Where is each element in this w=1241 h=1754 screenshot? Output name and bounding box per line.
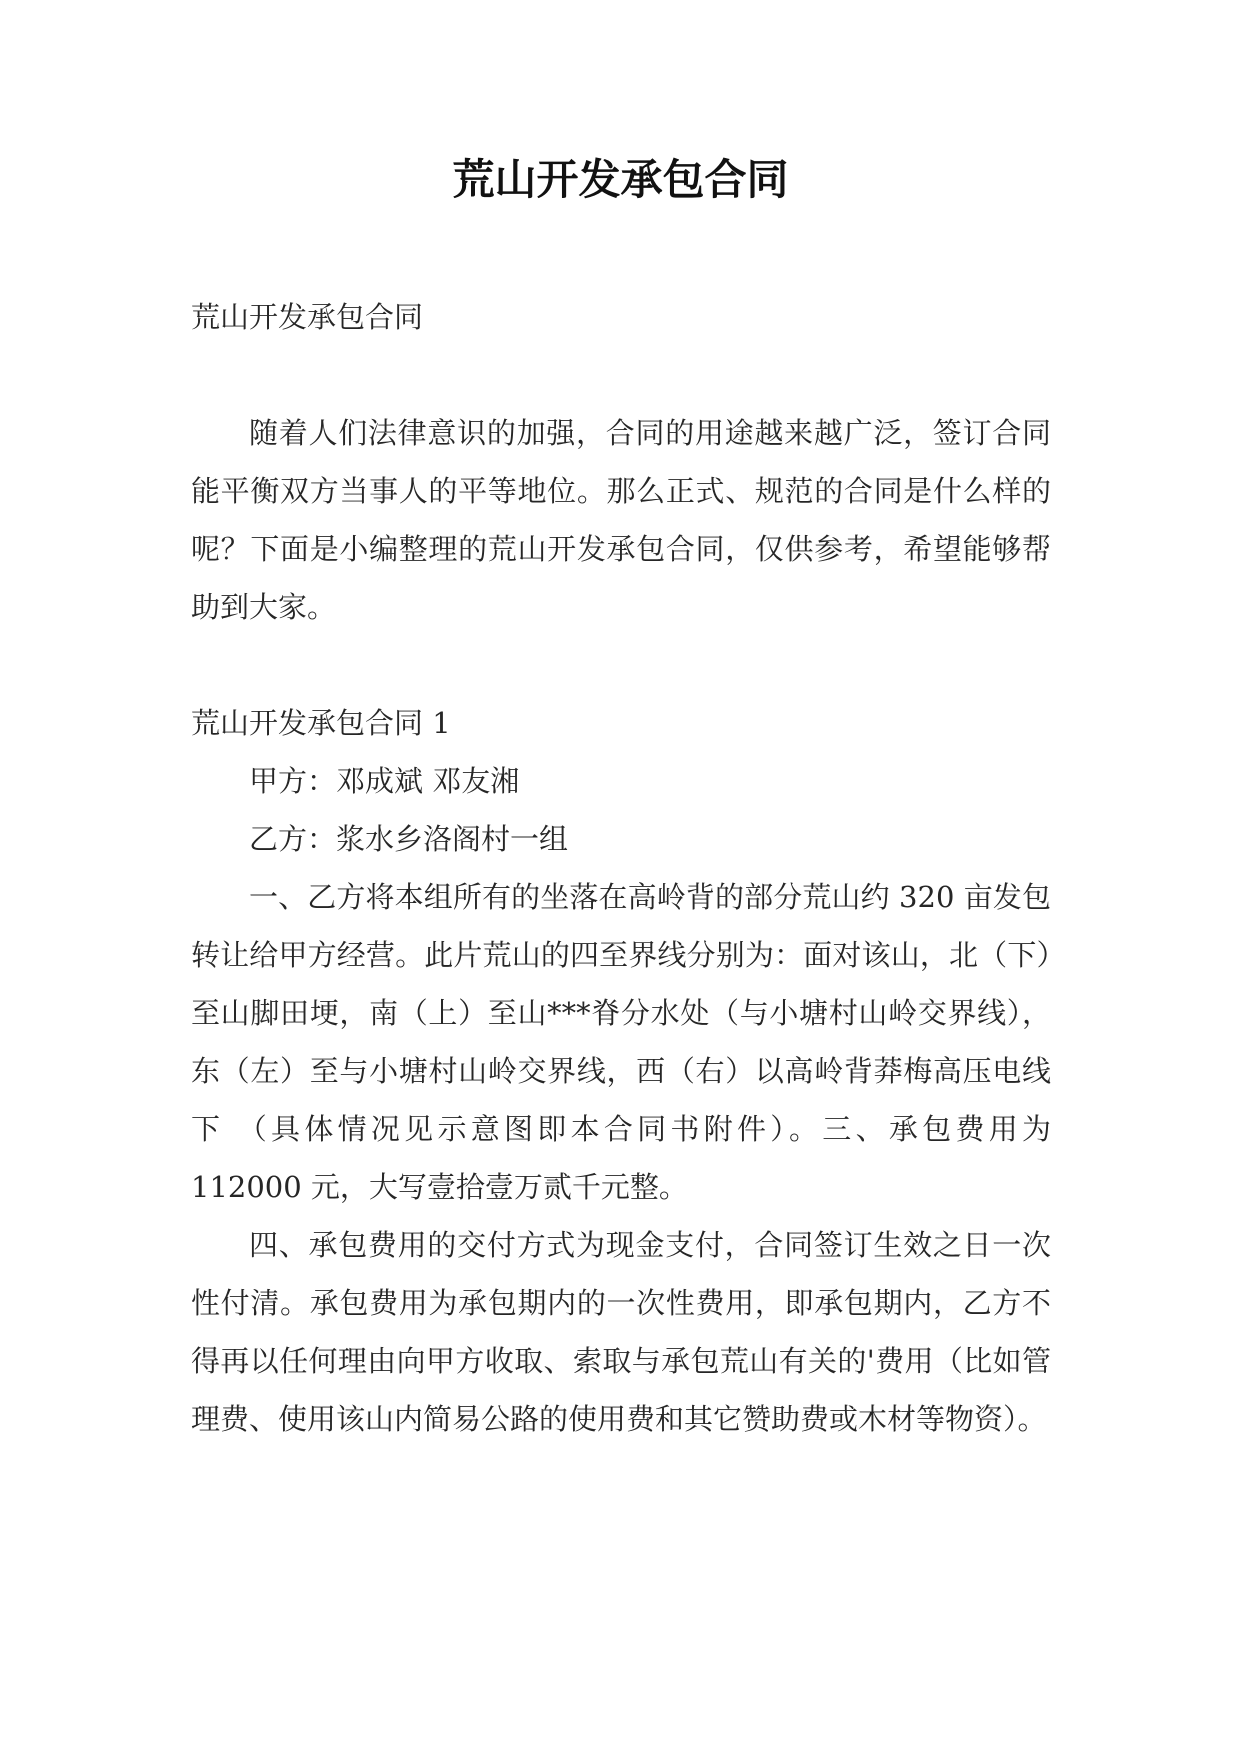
document-body xyxy=(191,288,1051,1448)
clause-1-paragraph: 一、乙方将本组所有的坐落在高岭背的部分荒山约 320 亩发包转让给甲方经营。此片荒山的四至界线分别为：面对该山，北（下）至山脚田埂，南（上）至山***脊分水处（与小塘村山岭交界线），东（左）至与小塘村山岭交界线，西（右）以高岭背莽梅高压电线下 （具体情况见示意图即本合同书附件）。三、承包费用为 112000 元，大写壹拾壹万贰千元整。 xyxy=(191,880,1051,1204)
intro-paragraph: 随着人们法律意识的加强，合同的用途越来越广泛，签订合同能平衡双方当事人的平等地位。那么正式、规范的合同是什么样的呢？下面是小编整理的荒山开发承包合同，仅供参考，希望能够帮助到大家。 xyxy=(191,416,1051,624)
party-b-line: 乙方：浆水乡洛阁村一组 xyxy=(249,822,569,856)
document-title: 荒山开发承包合同 xyxy=(452,155,789,204)
clause-4-paragraph: 四、承包费用的交付方式为现金支付，合同签订生效之日一次性付清。承包费用为承包期内的一次性费用，即承包期内，乙方不得再以任何理由向甲方收取、索取与承包荒山有关的'费用（比如管理费、使用该山内简易公路的使用费和其它赞助费或木材等物资）。 xyxy=(191,1228,1051,1436)
section-heading: 荒山开发承包合同 1 xyxy=(191,706,451,740)
document-subtitle: 荒山开发承包合同 xyxy=(191,300,424,334)
party-a-line: 甲方：邓成斌 邓友湘 xyxy=(249,764,520,798)
